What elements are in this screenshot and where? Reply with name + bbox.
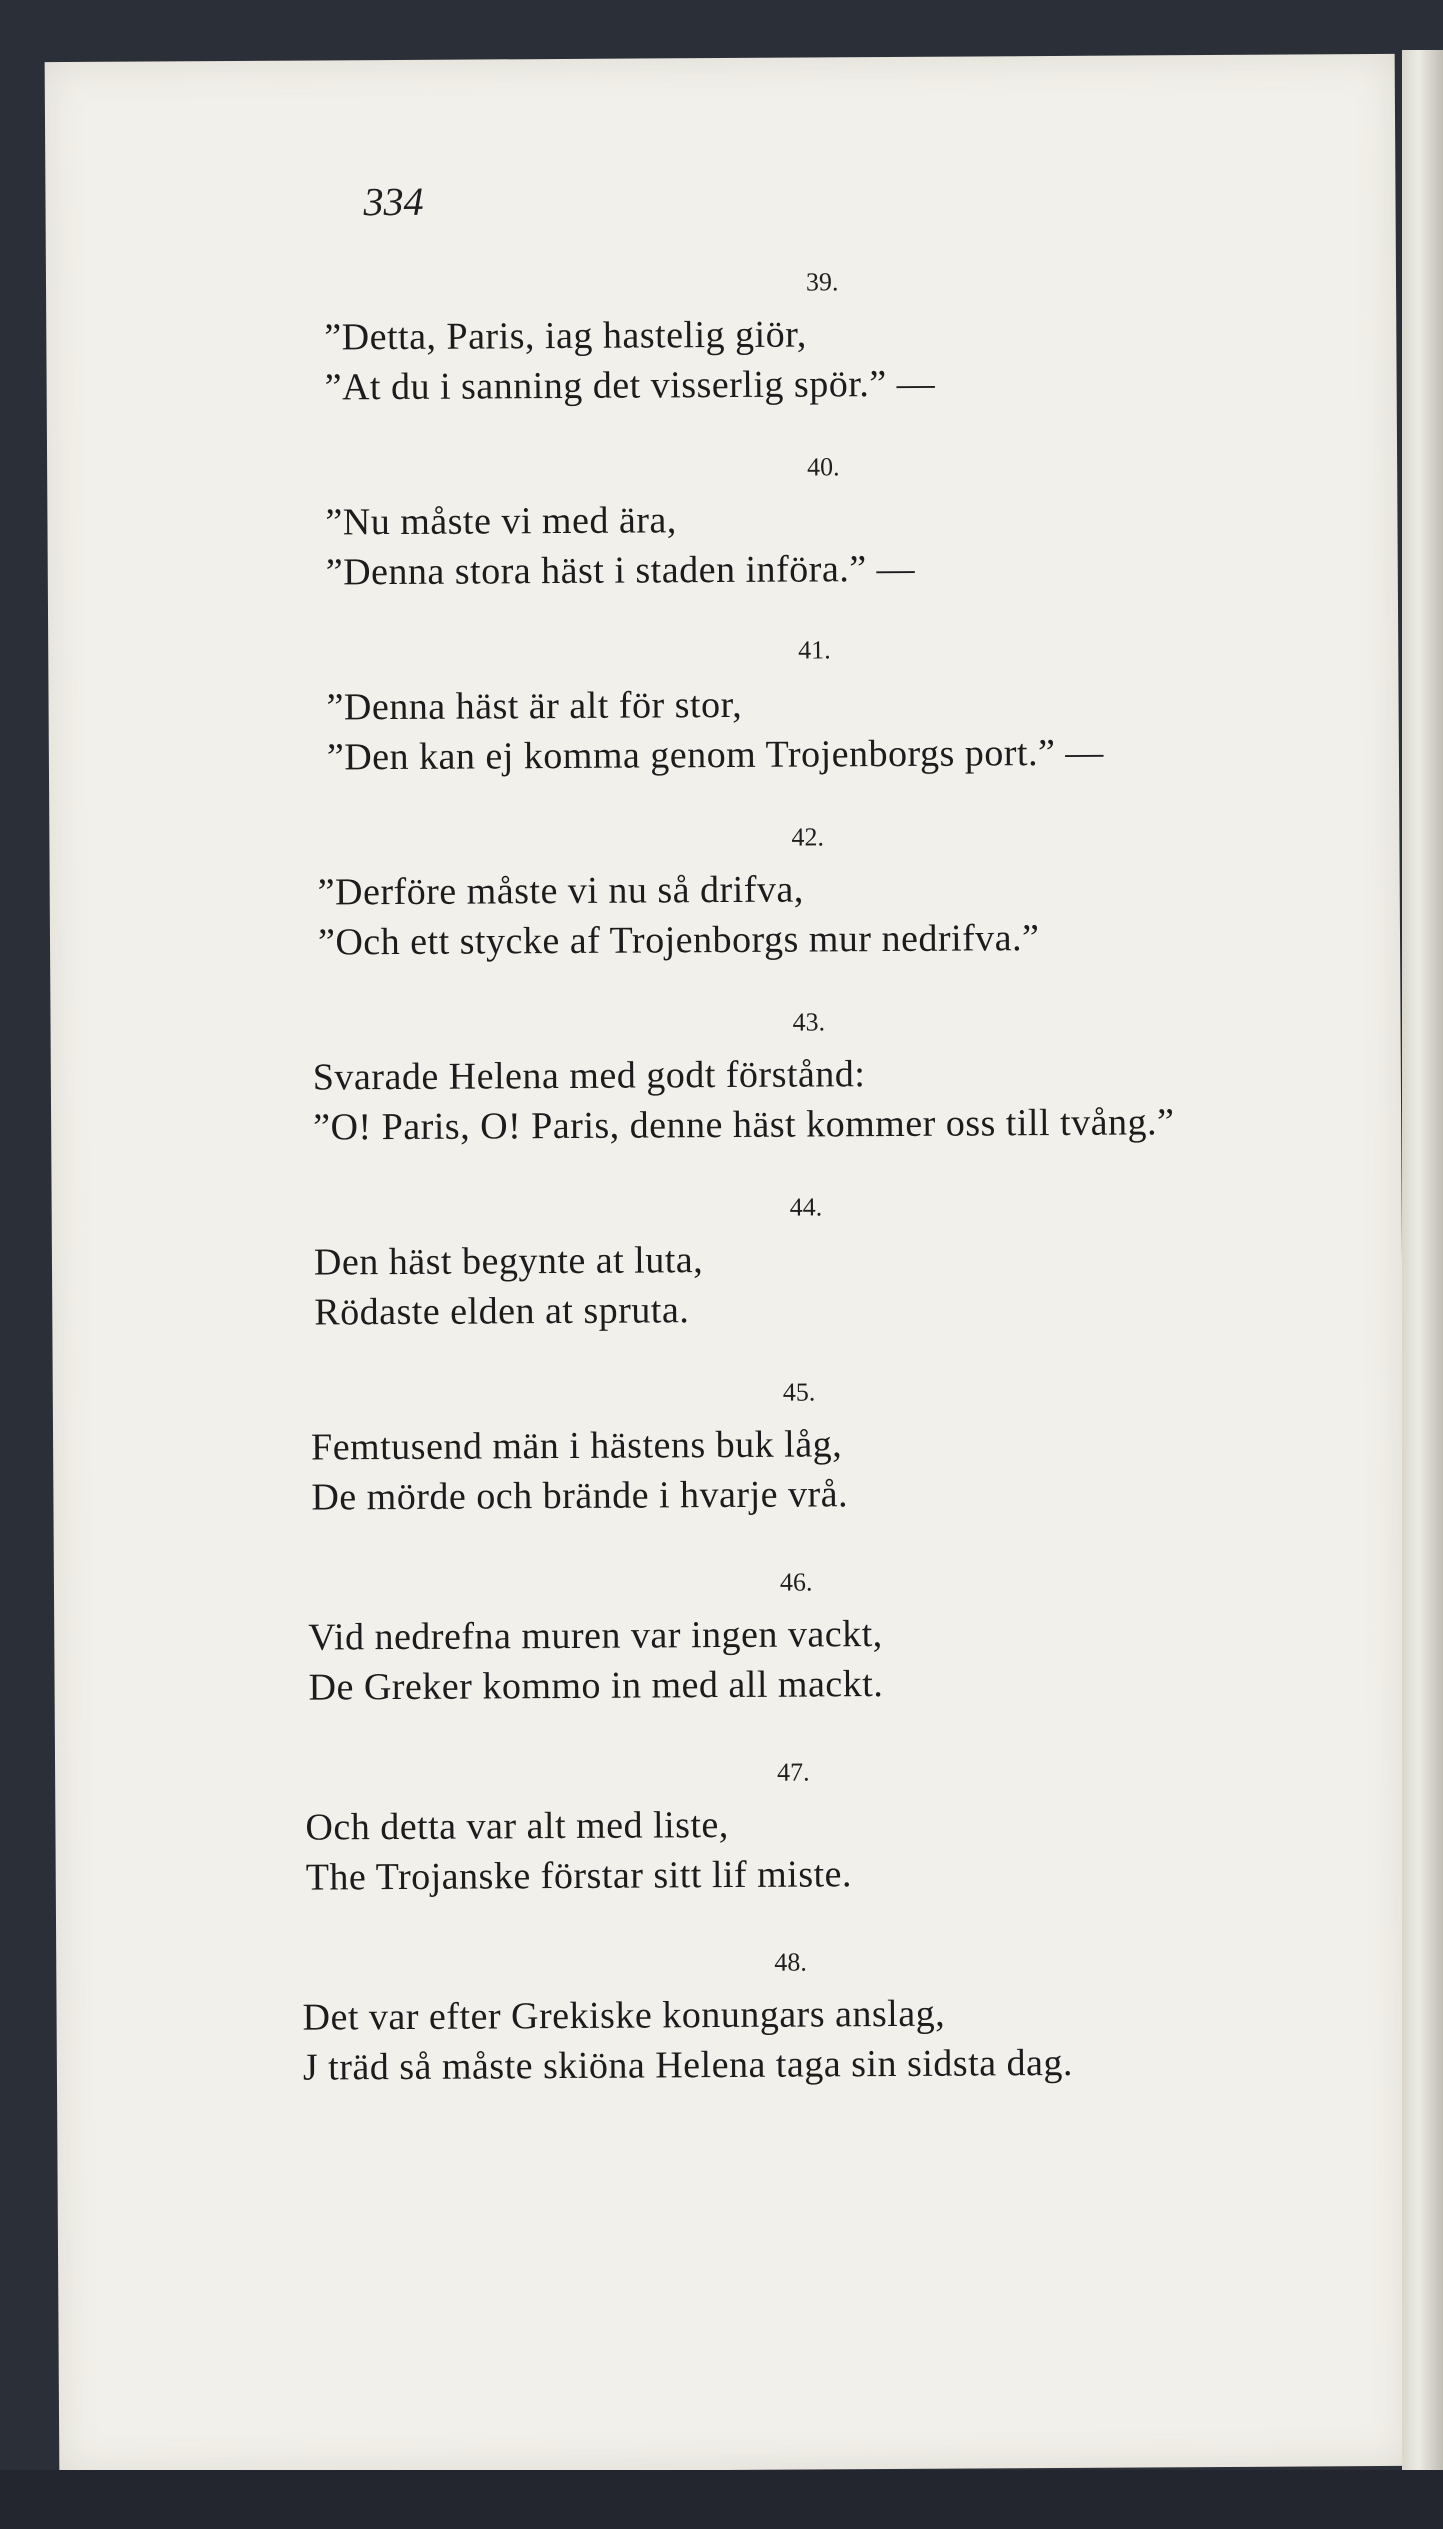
verse-line: Svarade Helena med godt förstånd: [312, 1053, 866, 1099]
adjacent-page-edge [1402, 50, 1443, 2480]
verse-line: ”Denna stora häst i staden införa.” — [325, 547, 916, 594]
verse-line: ”At du i sanning det visserlig spör.” — [324, 362, 936, 409]
verse-line: ”Nu måste vi med ära, [325, 499, 677, 544]
verse-line: Och detta var alt med liste, [305, 1803, 729, 1849]
verse-line: Den häst begynte at luta, [313, 1239, 704, 1284]
scan-background [0, 2470, 1443, 2529]
verse-line: J träd så måste skiöna Helena taga sin sidsta dag. [302, 2041, 1074, 2089]
stanza-number: 48. [774, 1947, 807, 1977]
verse-line: De Greker kommo in med all mackt. [308, 1663, 884, 1709]
stanza-number: 42. [791, 822, 824, 852]
stanza-number: 43. [792, 1007, 826, 1037]
verse-line: ”Derföre måste vi nu så drifva, [317, 868, 804, 914]
verse-line: The Trojanske förstar sitt lif miste. [305, 1853, 853, 1899]
verse-line: Det var efter Grekiske konungars anslag, [302, 1992, 946, 2039]
stanza-number: 39. [805, 267, 839, 297]
stanza-number: 44. [789, 1192, 823, 1222]
verse-line: Femtusend män i hästens buk låg, [310, 1423, 843, 1469]
stanza-number: 45. [782, 1377, 816, 1407]
verse-line: ”Och ett stycke af Trojenborgs mur nedrifva.” [317, 917, 1040, 964]
verse-line: De mörde och brände i hvarje vrå. [311, 1473, 849, 1519]
verse-line: ”Den kan ej komma genom Trojenborgs port.” — [326, 731, 1104, 779]
stanza-number: 40. [807, 452, 840, 482]
verse-line: Vid nedrefna muren var ingen vackt, [308, 1613, 883, 1659]
stanza-number: 41. [798, 635, 831, 665]
verse-line: ”Detta, Paris, iag hastelig giör, [324, 313, 807, 359]
page-number: 334 [363, 178, 424, 225]
verse-line: Rödaste elden at spruta. [314, 1289, 690, 1334]
stanza-number: 46. [779, 1567, 813, 1597]
book-page [45, 54, 1410, 2474]
verse-line: ”Denna häst är alt för stor, [326, 683, 743, 729]
stanza-number: 47. [777, 1757, 810, 1787]
verse-line: ”O! Paris, O! Paris, denne häst kommer oss till tvång.” [313, 1101, 1175, 1149]
